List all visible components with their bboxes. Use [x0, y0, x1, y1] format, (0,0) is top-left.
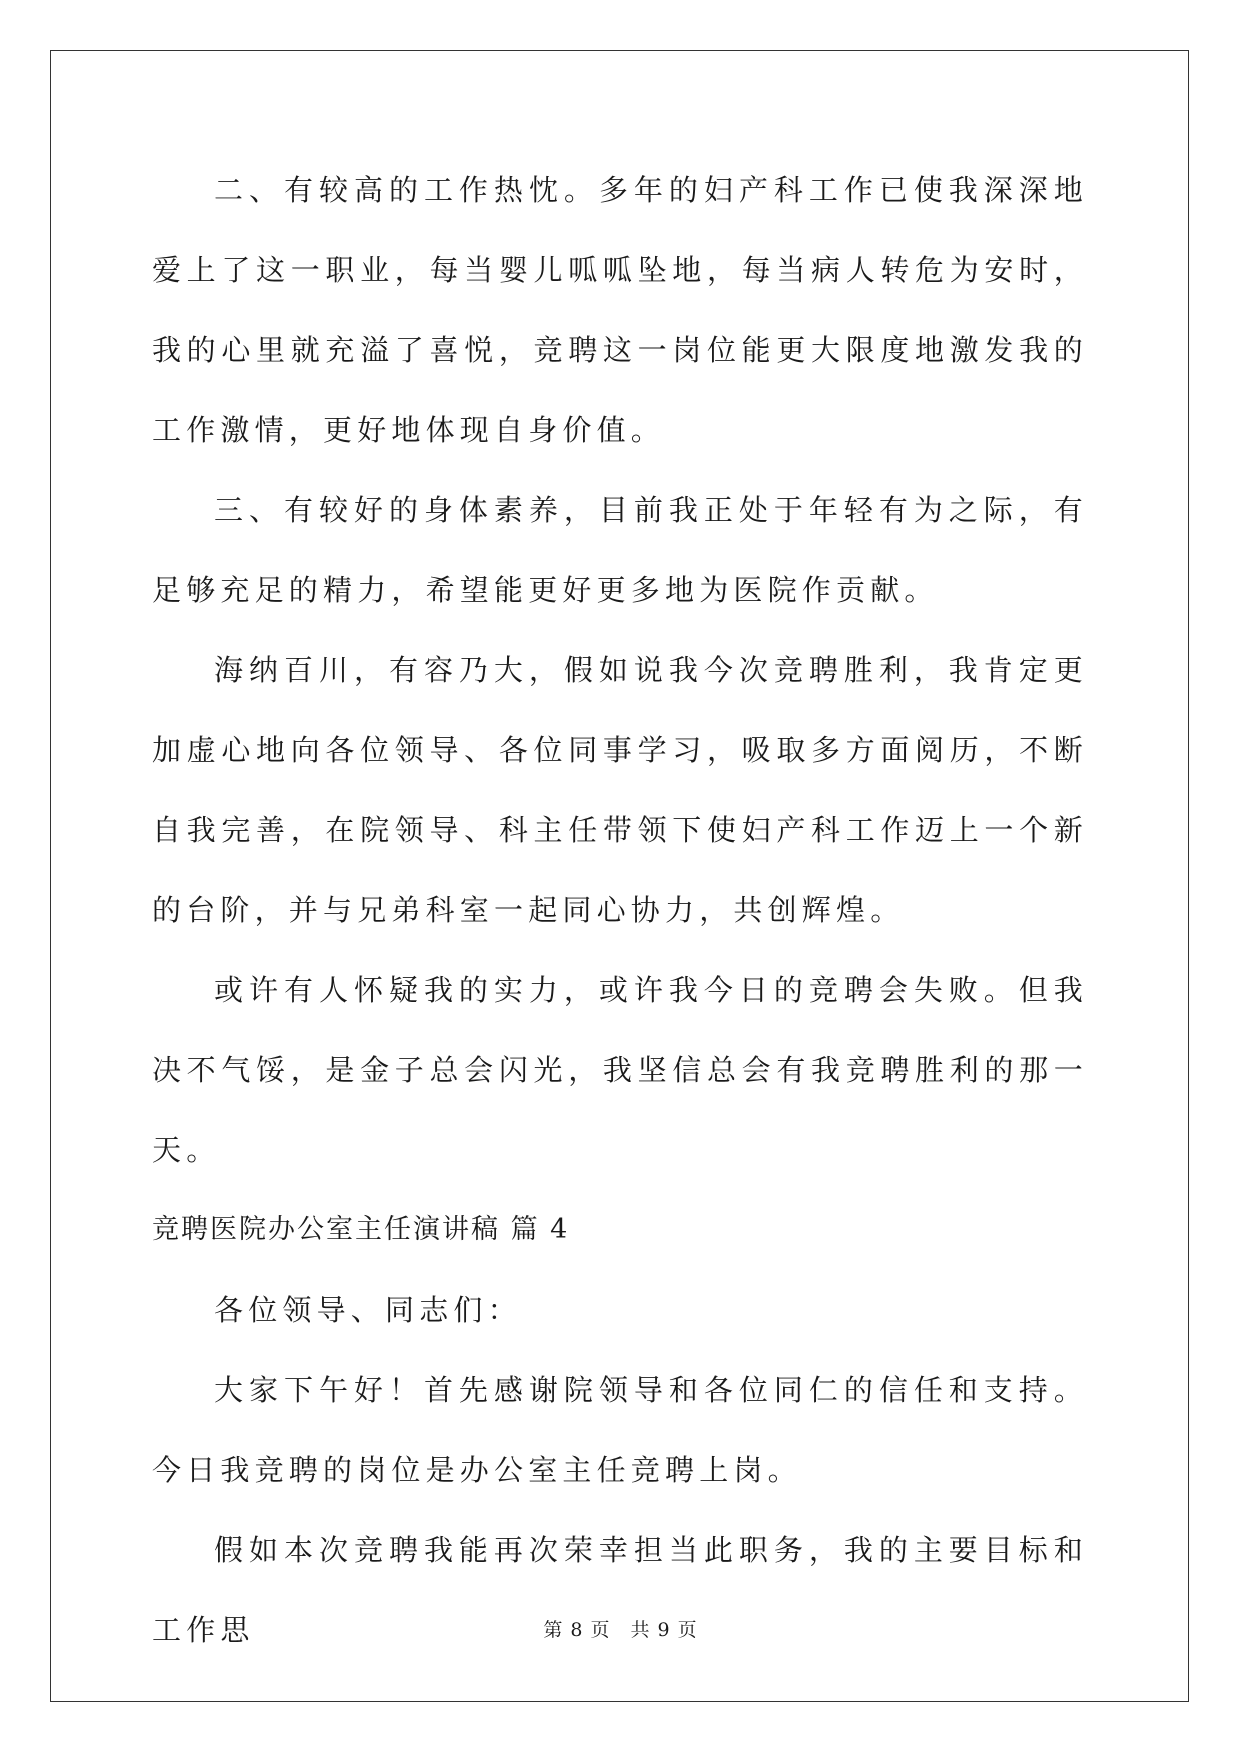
- document-body: [152, 150, 1088, 1670]
- paragraph-closing: 或许有人怀疑我的实力，或许我今日的竞聘会失败。但我决不气馁，是金子总会闪光，我坚信总会有我竞聘胜利的那一天。: [152, 973, 1088, 1167]
- paragraph-goals: 假如本次竞聘我能再次荣幸担当此职务，我的主要目标和工作思: [152, 1533, 1088, 1647]
- paragraph-salutation: 各位领导、同志们：: [214, 1293, 522, 1327]
- paragraph-greeting: 大家下午好！首先感谢院领导和各位同仁的信任和支持。今日我竞聘的岗位是办公室主任竞聘上岗。: [152, 1373, 1088, 1487]
- paragraph-qualification-3: 三、有较好的身体素养，目前我正处于年轻有为之际，有足够充足的精力，希望能更好更多地为医院作贡献。: [152, 493, 1088, 607]
- section-heading: 竞聘医院办公室主任演讲稿 篇 4: [152, 1214, 570, 1245]
- page-number-footer: 第 8 页 共 9 页: [543, 1619, 698, 1641]
- paragraph-qualification-2: 二、有较高的工作热忱。多年的妇产科工作已使我深深地爱上了这一职业，每当婴儿呱呱坠地，每当病人转危为安时，我的心里就充溢了喜悦，竞聘这一岗位能更大限度地激发我的工作激情，更好地体现自身价值。: [152, 173, 1088, 447]
- paragraph-commitment: 海纳百川，有容乃大，假如说我今次竞聘胜利，我肯定更加虚心地向各位领导、各位同事学习，吸取多方面阅历，不断自我完善，在院领导、科主任带领下使妇产科工作迈上一个新的台阶，并与兄弟科室一起同心协力，共创辉煌。: [152, 653, 1088, 927]
